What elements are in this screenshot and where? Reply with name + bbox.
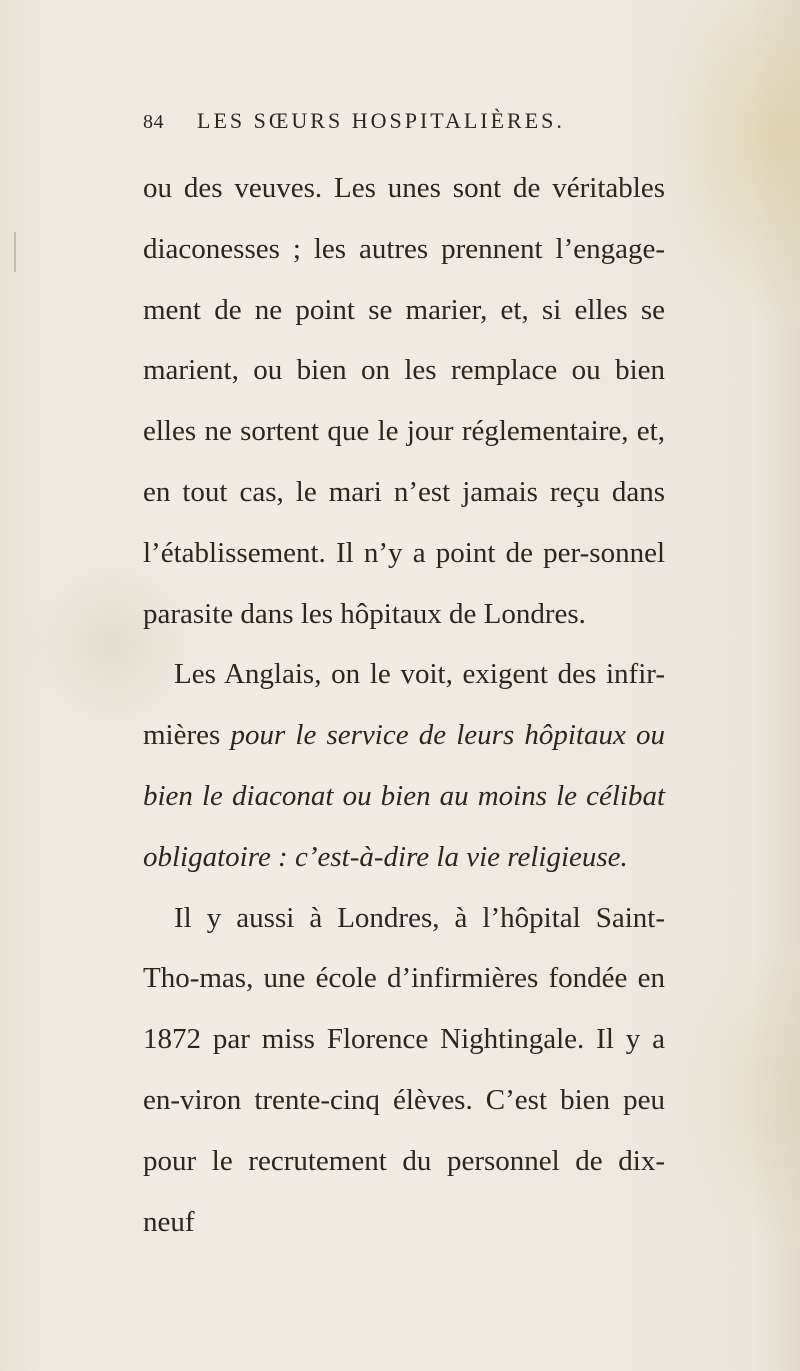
gutter-mark (14, 232, 16, 272)
page-number: 84 (143, 111, 164, 133)
running-head (143, 108, 663, 134)
paragraph-2-italic: pour le service de leurs hôpitaux ou bien le diaconat ou bien au moins le célibat obligatoire : c’est-à-dire la vie religieuse. (143, 719, 665, 873)
paragraph-1: ou des veuves. Les unes sont de véritables diaconesses ; les autres prennent l’engage-ment de ne point se marier, et, si elles se marient, ou bien on les remplace ou bien elles ne sortent que le jour réglementaire, et, en tout cas, le mari n’est jamais reçu dans l’établissement. Il n’y a point de per-sonnel parasite dans les hôpitaux de Londres. (143, 172, 665, 630)
running-title: LES SŒURS HOSPITALIÈRES. (197, 108, 565, 133)
paragraph-2-text: Les Anglais, on le voit, exigent des infir-mières (143, 658, 665, 752)
body-text (143, 158, 665, 1252)
paragraph-2 (143, 644, 665, 887)
paragraph-3: Il y aussi à Londres, à l’hôpital Saint-Tho-mas, une école d’infirmières fondée en 1872 par miss Florence Nightingale. Il y a en-viron trente-cinq élèves. C’est bien peu pour le recrutement du personnel de dix-neuf (143, 901, 665, 1238)
